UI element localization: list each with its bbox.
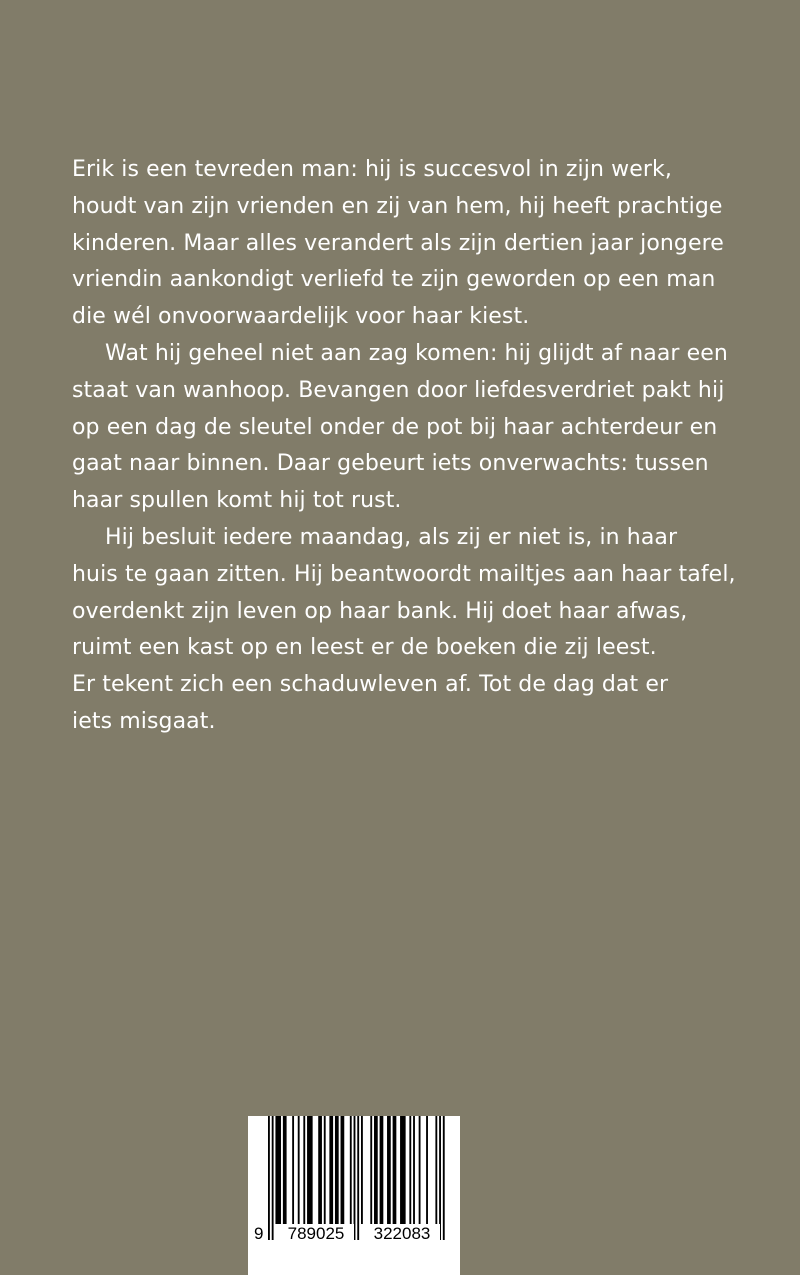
blurb-line: Hij besluit iedere maandag, als zij er niet is, in haar — [105, 524, 678, 550]
blurb-line: huis te gaan zitten. Hij beantwoordt mailtjes aan haar tafel, — [72, 561, 736, 587]
barcode-bar — [400, 1116, 406, 1224]
blurb-line: kinderen. Maar alles verandert als zijn dertien jaar jongere — [72, 230, 724, 256]
barcode-bar — [329, 1116, 333, 1224]
barcode-bar — [335, 1116, 339, 1224]
barcode-bar — [268, 1116, 270, 1240]
barcode-bar — [357, 1116, 359, 1240]
back-cover-blurb — [72, 152, 772, 741]
barcode-bar — [272, 1116, 274, 1240]
blurb-line: Erik is een tevreden man: hij is succesvol in zijn werk, — [72, 157, 672, 182]
barcode-bar — [380, 1116, 384, 1224]
isbn-barcode — [248, 1116, 460, 1275]
isbn-prefix-digit: 9 — [254, 1224, 264, 1243]
blurb-paragraph-3 — [72, 520, 772, 741]
barcode-bar — [435, 1116, 437, 1224]
barcode-bar — [283, 1116, 287, 1224]
barcode-bar — [318, 1116, 322, 1224]
blurb-line: Wat hij geheel niet aan zag komen: hij glijdt af naar een — [105, 340, 728, 366]
blurb-line: op een dag de sleutel onder de pot bij haar achterdeur en — [72, 414, 718, 440]
barcode-bar — [303, 1116, 305, 1224]
blurb-line: iets misgaat. — [72, 708, 216, 734]
blurb-line: gaat naar binnen. Daar gebeurt iets onverwachts: tussen — [72, 451, 709, 477]
isbn-right-digits: 322083 — [364, 1224, 440, 1244]
barcode-bar — [387, 1116, 391, 1224]
barcode-bar — [292, 1116, 294, 1224]
barcode-bar — [275, 1116, 281, 1224]
barcode-bar — [307, 1116, 313, 1224]
blurb-line: staat van wanhoop. Bevangen door liefdesverdriet pakt hij — [72, 377, 725, 403]
barcode-bar — [413, 1116, 415, 1224]
barcode-bar — [354, 1116, 356, 1240]
blurb-line: haar spullen komt hij tot rust. — [72, 488, 402, 514]
barcode-bar — [324, 1116, 326, 1224]
blurb-paragraph-2 — [72, 336, 772, 520]
barcode-bar — [443, 1116, 445, 1240]
barcode-bars — [248, 1116, 460, 1275]
barcode-bar — [393, 1116, 397, 1224]
blurb-line: ruimt een kast op en leest er de boeken die zij leest. — [72, 635, 657, 661]
barcode-bar — [350, 1116, 352, 1224]
barcode-bar — [409, 1116, 411, 1224]
barcode-bar — [419, 1116, 421, 1224]
barcode-bar — [370, 1116, 372, 1224]
barcode-bar — [361, 1116, 363, 1224]
barcode-bar — [439, 1116, 441, 1240]
blurb-line: houdt van zijn vrienden en zij van hem, hij heeft prachtige — [72, 193, 723, 219]
blurb-line: Er tekent zich een schaduwleven af. Tot de dag dat er — [72, 672, 669, 698]
barcode-bar — [341, 1116, 345, 1224]
blurb-line: die wél onvoorwaardelijk voor haar kiest. — [72, 304, 530, 330]
blurb-line: vriendin aankondigt verliefd te zijn geworden op een man — [72, 267, 716, 293]
barcode-bar — [374, 1116, 378, 1224]
barcode-bar — [426, 1116, 428, 1224]
blurb-paragraph-1 — [72, 152, 772, 336]
isbn-left-digits: 789025 — [278, 1224, 354, 1244]
barcode-bar — [298, 1116, 300, 1224]
blurb-line: overdenkt zijn leven op haar bank. Hij doet haar afwas, — [72, 598, 688, 624]
